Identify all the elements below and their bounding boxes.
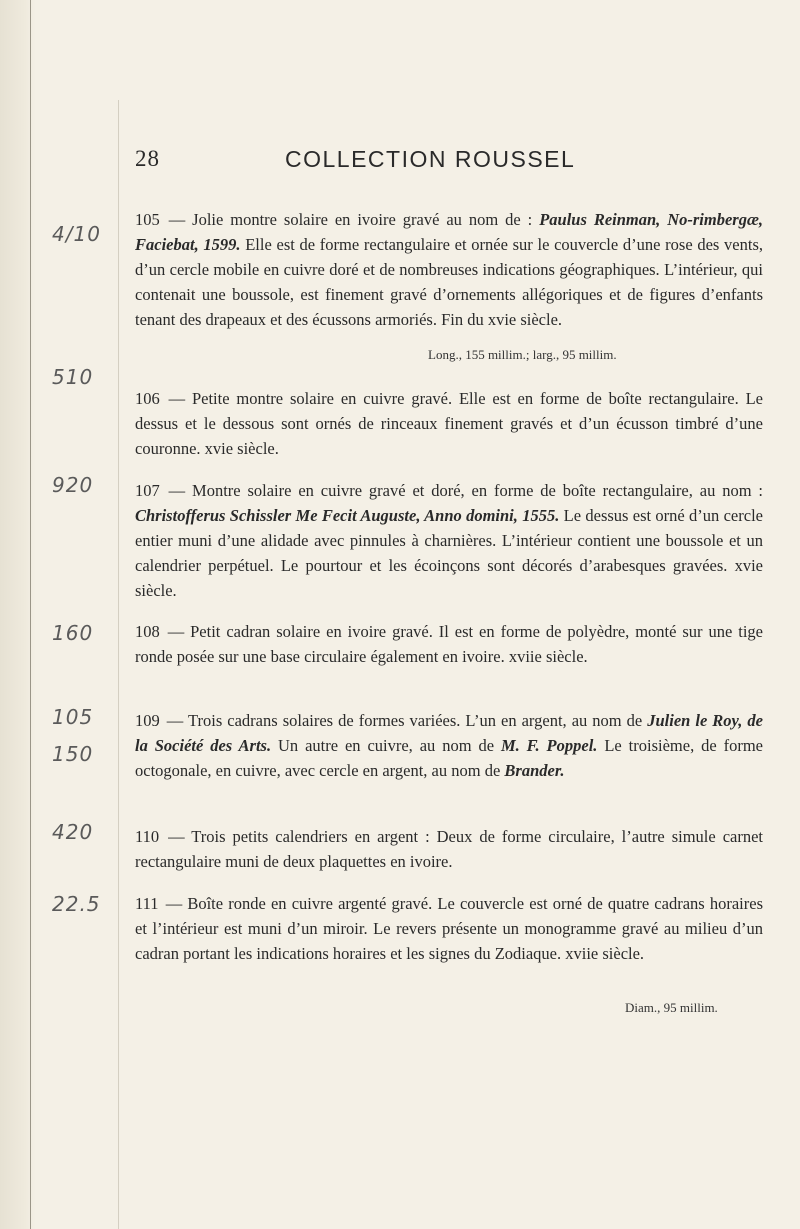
- entry-number: 107: [135, 481, 160, 500]
- entry-inscription: Julien le Roy, de la Société des Arts.: [135, 711, 763, 755]
- margin-note: 420: [52, 820, 94, 844]
- entry-number: 109: [135, 711, 160, 730]
- entry-text: — Petite montre solaire en cuivre gravé. Elle est en forme de boîte rectangulaire. Le dessus et le dessous sont ornés de rinceaux finement gravés et d’un écusson timbré d’une couronne. xvie siècle.: [135, 389, 763, 458]
- margin-note: 510: [52, 365, 94, 389]
- margin-note: 105: [52, 705, 94, 729]
- entry-number: 111: [135, 894, 159, 913]
- catalog-entry-106: [135, 386, 763, 461]
- page-title: COLLECTION ROUSSEL: [285, 146, 576, 172]
- catalog-entry-105: [135, 207, 763, 332]
- entry-number: 108: [135, 622, 160, 641]
- entry-inscription: Christofferus Schissler Me Fecit Auguste, Anno domini, 1555.: [135, 506, 560, 525]
- entry-dimensions: Diam., 95 millim.: [625, 1000, 718, 1015]
- entry-text: — Montre solaire en cuivre gravé et doré, en forme de boîte rectangulaire, au nom :: [168, 481, 764, 500]
- margin-note: 160: [52, 621, 94, 645]
- entry-number: 110: [135, 827, 160, 846]
- entry-text: — Jolie montre solaire en ivoire gravé au nom de :: [168, 210, 540, 229]
- entry-number: 105: [135, 210, 160, 229]
- catalog-entry-109: [135, 708, 763, 783]
- margin-note: 920: [52, 473, 94, 497]
- entry-text: Elle est de forme rectangulaire et ornée sur le couvercle d’une rose des vents, d’un cercle mobile en cuivre doré et de nombreuses indications géographiques. L’intérieur, qui contenait une boussole, est finement gravé d’ornements allégoriques et de figures d’enfants tenant des drapeaux et des écussons armoriés. Fin du xvie siècle.: [135, 235, 764, 329]
- page-number: 28: [135, 146, 160, 171]
- entry-dimensions: Long., 155 millim.; larg., 95 millim.: [428, 347, 617, 362]
- entry-inscription: Paulus Reinman, No-rimbergæ, Faciebat, 1599.: [135, 210, 764, 254]
- entry-text: — Boîte ronde en cuivre argenté gravé. Le couvercle est orné de quatre cadrans horaires et l’intérieur est muni d’un miroir. Le revers présente un monogramme gravé au milieu d’un cadran portant les indications horaires et les signes du Zodiaque. xviie siècle.: [135, 894, 763, 963]
- catalog-entry-111: [135, 891, 763, 966]
- entry-inscription: Brander.: [504, 761, 565, 780]
- entry-text: — Trois cadrans solaires de formes variées. L’un en argent, au nom de: [166, 711, 648, 730]
- entry-inscription: M. F. Poppel.: [500, 736, 598, 755]
- entry-text: Le dessus est orné d’un cercle entier muni d’une alidade avec pinnules à charnières. L’intérieur contient une boussole et un calendrier perpétuel. Le pourtour et les écoinçons sont décorés d’arabesques gravées. xvie siècle.: [135, 506, 763, 600]
- entry-text: — Trois petits calendriers en argent : Deux de forme circulaire, l’autre simule carnet rectangulaire muni de deux plaquettes en ivoire.: [135, 827, 763, 871]
- page-header: [0, 146, 800, 176]
- catalog-entry-108: [135, 619, 763, 669]
- margin-note: 4/10: [52, 222, 101, 246]
- catalog-entry-107: [135, 478, 763, 603]
- margin-note: 150: [52, 742, 94, 766]
- catalog-entry-110: [135, 824, 763, 874]
- entry-text: — Petit cadran solaire en ivoire gravé. Il est en forme de polyèdre, monté sur une tige ronde posée sur une base circulaire également en ivoire. xviie siècle.: [135, 622, 763, 666]
- binding-edge-line: [30, 0, 31, 1229]
- entry-text: Le troisième, de forme octogonale, en cuivre, avec cercle en argent, au nom de: [135, 736, 763, 780]
- entry-text: Un autre en cuivre, au nom de: [271, 736, 501, 755]
- entry-number: 106: [135, 389, 160, 408]
- margin-line: [118, 100, 119, 1229]
- margin-note: 22.5: [52, 892, 101, 916]
